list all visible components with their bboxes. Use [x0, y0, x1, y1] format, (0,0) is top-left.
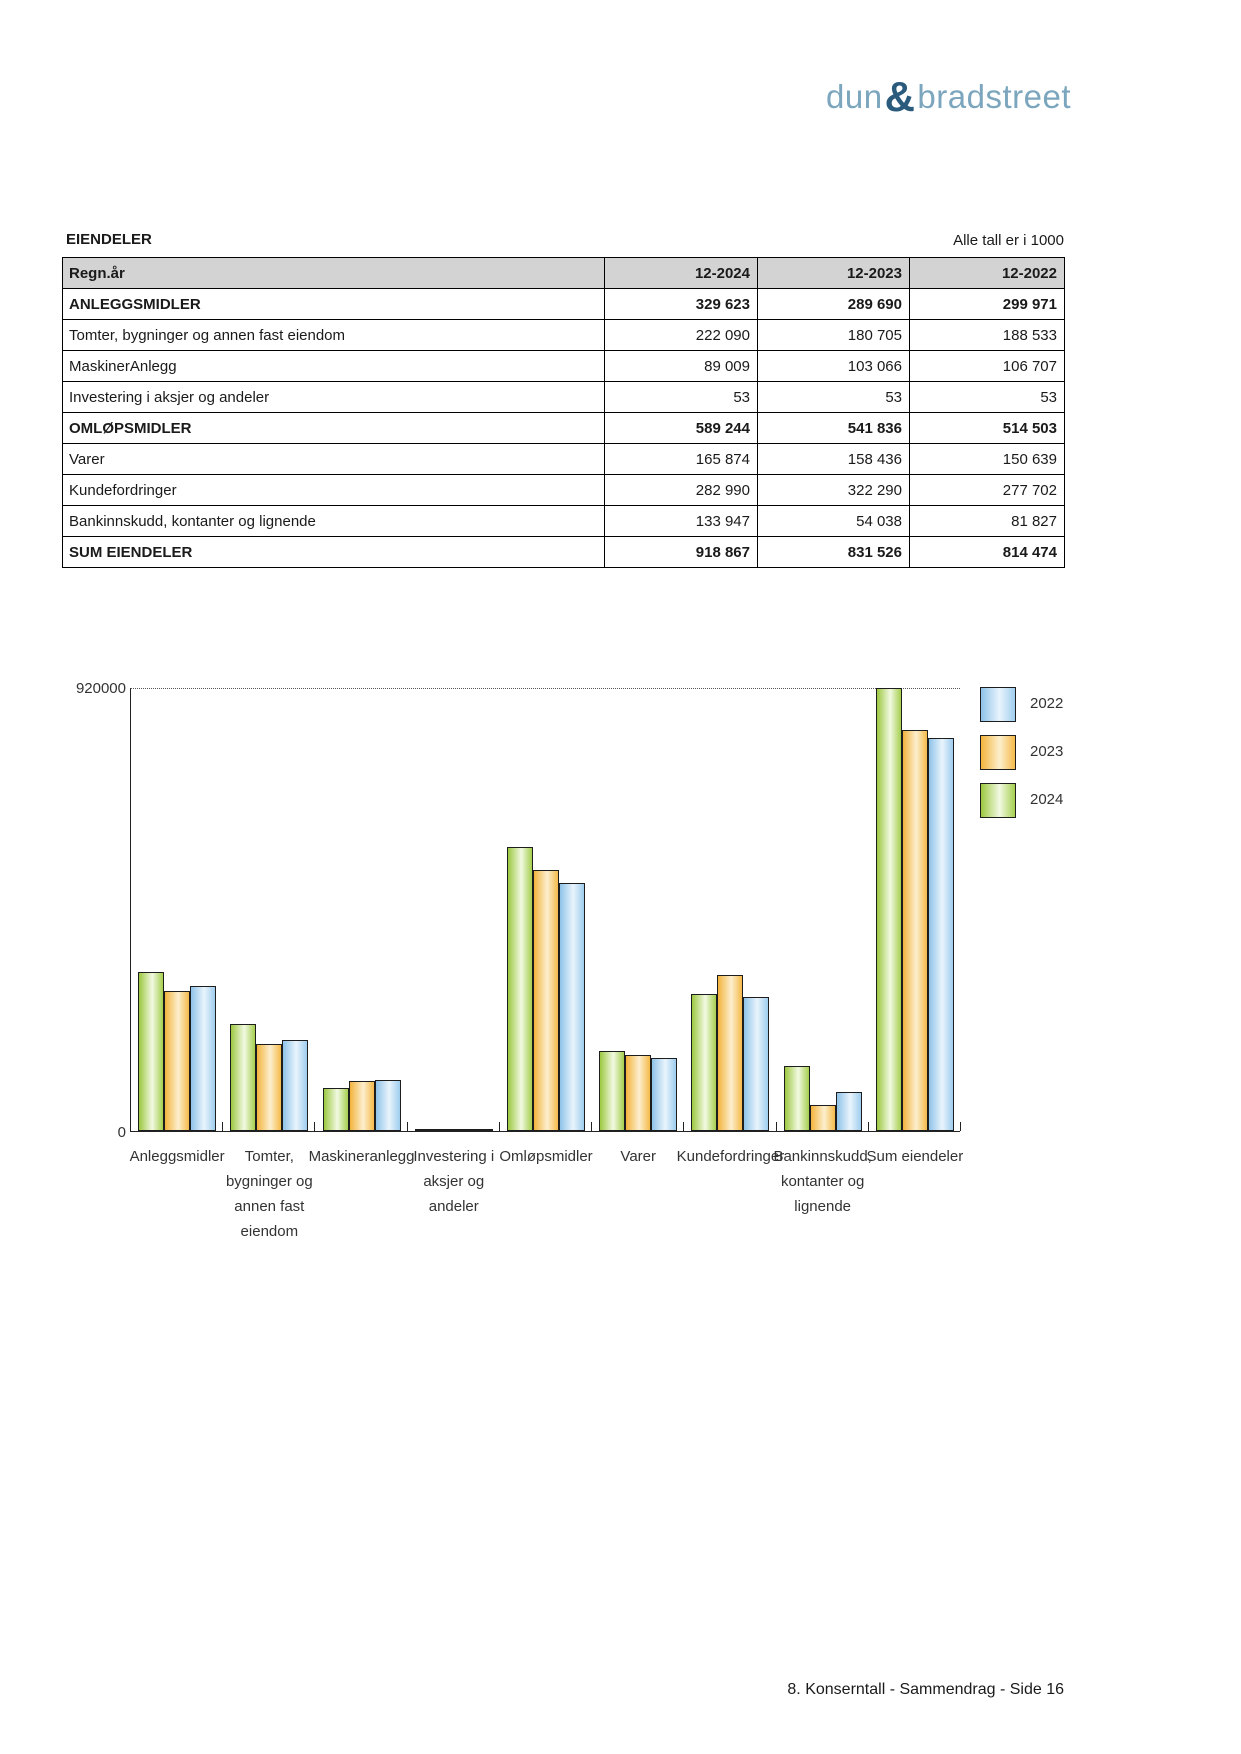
bar-2023	[256, 1044, 282, 1131]
category-label-line: Bankinnskudd,	[773, 1148, 872, 1165]
row-value: 133 947	[605, 506, 758, 537]
table-row	[63, 475, 1065, 506]
row-label: Bankinnskudd, kontanter og lignende	[63, 506, 605, 537]
category-label	[867, 1144, 964, 1169]
table-row	[63, 444, 1065, 475]
category-label-line: Tomter,	[244, 1148, 294, 1165]
x-axis-tick	[222, 1122, 223, 1131]
bar-2024	[415, 1129, 441, 1131]
legend-item-2023	[980, 735, 1150, 770]
category-label-line: Maskineranlegg	[308, 1148, 415, 1165]
y-axis-max-label: 920000	[75, 680, 126, 697]
y-axis-zero-label: 0	[117, 1124, 126, 1141]
row-value: 222 090	[605, 320, 758, 351]
bar-2022	[651, 1058, 677, 1131]
bar-2024	[138, 972, 164, 1131]
bar-2023	[349, 1081, 375, 1131]
table-row	[63, 382, 1065, 413]
category-label	[499, 1144, 592, 1169]
category-label-line: eiendom	[240, 1223, 299, 1240]
legend-swatch-2024	[980, 783, 1016, 818]
chart-plot-area	[129, 688, 964, 1240]
row-value: 289 690	[758, 289, 910, 320]
category-label-line: andeler	[428, 1198, 479, 1215]
legend-item-2022	[980, 687, 1150, 722]
bar-2024	[323, 1088, 349, 1131]
row-value: 918 867	[605, 537, 758, 568]
category-label-line: aksjer og	[423, 1173, 485, 1190]
category-label-line: lignende	[794, 1198, 852, 1215]
row-label: ANLEGGSMIDLER	[63, 289, 605, 320]
table-header-row	[63, 258, 1065, 289]
dun-bradstreet-logo	[826, 73, 1071, 120]
row-value: 180 705	[758, 320, 910, 351]
row-value: 514 503	[910, 413, 1065, 444]
category-label-line: Varer	[620, 1148, 657, 1165]
table-row	[63, 289, 1065, 320]
page-footer: 8. Konserntall - Sammendrag - Side 16	[787, 1681, 1064, 1698]
row-value: 53	[605, 382, 758, 413]
x-axis-tick	[591, 1122, 592, 1131]
header-cell-year: 12-2024	[605, 258, 758, 289]
legend-swatch-2022	[980, 687, 1016, 722]
row-label: Tomter, bygninger og annen fast eiendom	[63, 320, 605, 351]
bar-2024	[691, 994, 717, 1131]
row-value: 282 990	[605, 475, 758, 506]
row-value: 277 702	[910, 475, 1065, 506]
row-label: Kundefordringer	[63, 475, 605, 506]
bar-2022	[282, 1040, 308, 1131]
bar-2022	[928, 738, 954, 1131]
row-label: SUM EIENDELER	[63, 537, 605, 568]
row-value: 106 707	[910, 351, 1065, 382]
bar-2023	[625, 1055, 651, 1131]
row-value: 89 009	[605, 351, 758, 382]
row-value: 589 244	[605, 413, 758, 444]
bar-2024	[507, 847, 533, 1131]
table-row	[63, 351, 1065, 382]
bar-2023	[810, 1105, 836, 1131]
category-label-line: kontanter og	[780, 1173, 865, 1190]
row-value: 831 526	[758, 537, 910, 568]
x-axis-tick	[683, 1122, 684, 1131]
logo-ampersand-icon: &	[884, 73, 916, 120]
row-label: Varer	[63, 444, 605, 475]
assets-table-body	[63, 289, 1065, 568]
category-label-line: annen fast	[234, 1198, 305, 1215]
row-label: Investering i aksjer og andeler	[63, 382, 605, 413]
category-label	[773, 1144, 871, 1219]
logo-text-bradstreet: bradstreet	[917, 78, 1071, 115]
category-label-line: Anleggsmidler	[129, 1148, 225, 1165]
bar-2022	[836, 1092, 862, 1131]
legend-item-2024	[980, 783, 1150, 818]
table-row	[63, 537, 1065, 568]
x-axis-tick	[314, 1122, 315, 1131]
bar-2023	[902, 730, 928, 1131]
header-cell-label: Regn.år	[63, 258, 605, 289]
category-label	[130, 1144, 225, 1169]
bar-2024	[230, 1024, 256, 1131]
table-title-row	[64, 231, 1064, 253]
section-title: EIENDELER	[66, 231, 152, 248]
row-value: 329 623	[605, 289, 758, 320]
legend-label: 2022	[1030, 695, 1064, 712]
bar-2022	[559, 883, 585, 1131]
header-cell-year: 12-2023	[758, 258, 910, 289]
row-value: 54 038	[758, 506, 910, 537]
assets-table	[62, 257, 1065, 568]
category-label-line: Kundefordringer	[676, 1148, 785, 1165]
bar-2023	[441, 1129, 467, 1131]
row-value: 188 533	[910, 320, 1065, 351]
row-value: 158 436	[758, 444, 910, 475]
logo-text-dun: dun	[826, 78, 883, 115]
x-axis-tick	[407, 1122, 408, 1131]
bar-2023	[717, 975, 743, 1131]
x-axis-tick	[499, 1122, 500, 1131]
row-value: 150 639	[910, 444, 1065, 475]
category-label-line: Sum eiendeler	[866, 1148, 964, 1165]
row-value: 541 836	[758, 413, 910, 444]
bar-2022	[467, 1129, 493, 1131]
assets-table-head	[63, 258, 1065, 289]
category-label	[620, 1144, 656, 1169]
table-row	[63, 413, 1065, 444]
legend-label: 2024	[1030, 791, 1064, 808]
row-label: OMLØPSMIDLER	[63, 413, 605, 444]
legend-swatch-2023	[980, 735, 1016, 770]
category-label	[413, 1144, 494, 1219]
bar-2024	[876, 688, 902, 1131]
row-value: 53	[758, 382, 910, 413]
bar-2022	[743, 997, 769, 1131]
legend-label: 2023	[1030, 743, 1064, 760]
row-value: 53	[910, 382, 1065, 413]
category-label	[677, 1144, 785, 1169]
category-label	[226, 1144, 313, 1244]
bar-2024	[599, 1051, 625, 1131]
bar-2024	[784, 1066, 810, 1131]
category-label-line: bygninger og	[225, 1173, 313, 1190]
bar-2023	[533, 870, 559, 1131]
bar-2022	[375, 1080, 401, 1131]
category-label	[309, 1144, 415, 1169]
row-value: 814 474	[910, 537, 1065, 568]
row-value: 165 874	[605, 444, 758, 475]
units-note: Alle tall er i 1000	[953, 232, 1064, 249]
table-row	[63, 320, 1065, 351]
x-axis-tick	[776, 1122, 777, 1131]
header-cell-year: 12-2022	[910, 258, 1065, 289]
row-value: 81 827	[910, 506, 1065, 537]
category-label-line: Omløpsmidler	[499, 1148, 593, 1165]
row-value: 103 066	[758, 351, 910, 382]
table-row	[63, 506, 1065, 537]
row-value: 322 290	[758, 475, 910, 506]
x-axis-tick	[868, 1122, 869, 1131]
x-axis-tick	[960, 1122, 961, 1131]
row-label: MaskinerAnlegg	[63, 351, 605, 382]
bar-2022	[190, 986, 216, 1131]
category-label-line: Investering i	[413, 1148, 495, 1165]
bar-2023	[164, 991, 190, 1131]
row-value: 299 971	[910, 289, 1065, 320]
